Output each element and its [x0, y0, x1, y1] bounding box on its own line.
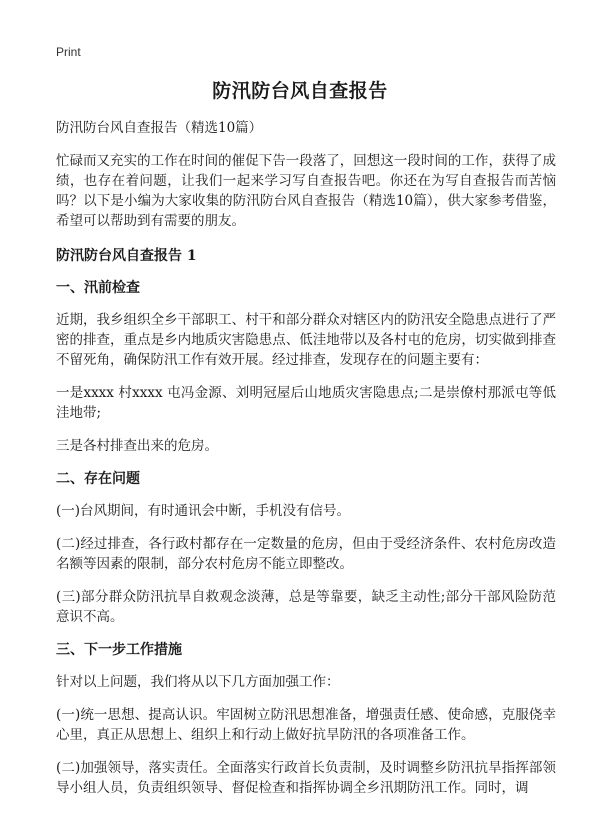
- intro-paragraph: 忙碌而又充实的工作在时间的催促下告一段落了，回想这一段时间的工作，获得了成绩，也存在着问题，让我们一起来学习写自查报告吧。你还在为写自查报告而苦恼吗？以下是小编为大家收集的防汛防台风自查报告（精选10篇），供大家参考借鉴，希望可以帮助到有需要的朋友。: [56, 153, 556, 229]
- body-paragraph: 一是xxxx 村xxxx 屯冯金源、刘明冠屋后山地质灾害隐患点;二是崇僚村那派屯等低洼地带;: [56, 385, 556, 421]
- section-heading: 三、下一步工作措施: [56, 642, 182, 658]
- section-heading: 一、汛前检查: [56, 280, 140, 296]
- report-heading: 防汛防台风自查报告 1: [56, 248, 197, 264]
- body-paragraph: (三)部分群众防汛抗旱自救观念淡薄，总是等靠要，缺乏主动性;部分干部风险防范意识不高。: [56, 589, 556, 625]
- print-link[interactable]: Print: [56, 45, 81, 59]
- section-heading: 二、存在问题: [56, 471, 140, 487]
- body-paragraph: (二)经过排查，各行政村都存在一定数量的危房，但由于受经济条件、农村危房改造名额等因素的限制，部分农村危房不能立即整改。: [56, 536, 556, 572]
- document-subtitle: 防汛防台风自查报告（精选10篇）: [56, 120, 263, 136]
- body-paragraph: (一)统一思想、提高认识。牢固树立防汛思想准备，增强责任感、使命感，克服侥幸心里，真正从思想上、组织上和行动上做好抗旱防汛的各项准备工作。: [56, 707, 556, 743]
- body-paragraph: (二)加强领导，落实责任。全面落实行政首长负责制，及时调整乡防汛抗旱指挥部领导小组人员，负责组织领导、督促检查和指挥协调全乡汛期防汛工作。同时，调: [56, 760, 556, 796]
- document-title: 防汛防台风自查报告: [212, 80, 388, 102]
- body-paragraph: 三是各村排查出来的危房。: [56, 438, 218, 454]
- body-paragraph: 针对以上问题，我们将从以下几方面加强工作：: [56, 674, 340, 690]
- body-paragraph: (一)台风期间，有时通讯会中断，手机没有信号。: [56, 503, 351, 519]
- document-body: [56, 118, 556, 811]
- body-paragraph: 近期，我乡组织全乡干部职工、村干和部分群众对辖区内的防汛安全隐患点进行了严密的排查，重点是乡内地质灾害隐患点、低洼地带以及各村屯的危房，切实做到排查不留死角，确保防汛工作有效开展。经过排查，发现存在的问题主要有：: [56, 312, 556, 368]
